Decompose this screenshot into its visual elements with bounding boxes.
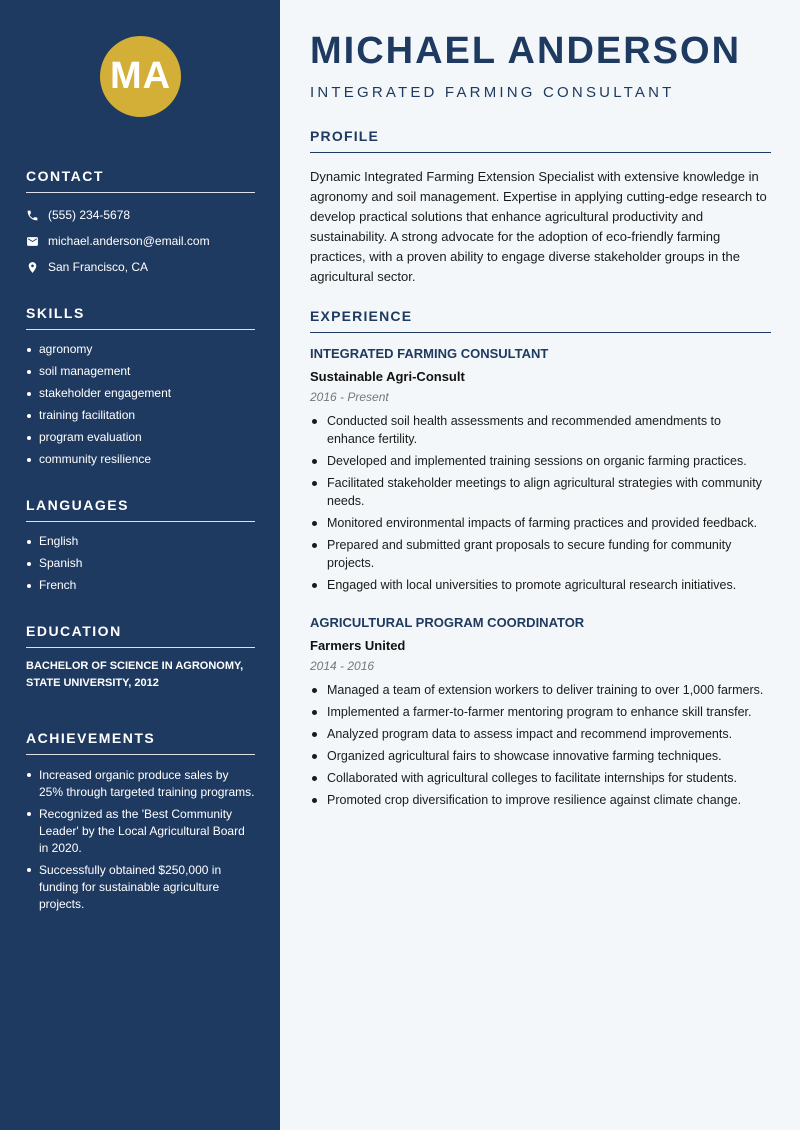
- education-degree: BACHELOR OF SCIENCE IN AGRONOMY, STATE UNIVERSITY, 2012: [26, 660, 244, 689]
- sidebar: [0, 0, 280, 1130]
- skill-item: training facilitation: [26, 408, 255, 423]
- languages-list: [26, 534, 255, 593]
- profile-heading: PROFILE: [310, 128, 771, 153]
- profile-text: Dynamic Integrated Farming Extension Specialist with extensive knowledge in agronomy and soil management. Expertise in applying cutting-edge research to develop practical solutions that enhance agricultural productivity and sustainability. A strong advocate for the adoption of eco-friendly farming practices, with a proven ability to engage diverse stakeholder groups in the agricultural sector.: [310, 169, 767, 284]
- duty-item: Developed and implemented training sessions on organic farming practices.: [310, 452, 771, 470]
- languages-section: [26, 497, 255, 600]
- duty-item: Facilitated stakeholder meetings to align agricultural strategies with community needs.: [310, 474, 771, 510]
- job-company: Farmers United: [310, 638, 406, 653]
- profile-section: [310, 128, 771, 287]
- phone-icon: [26, 209, 39, 222]
- experience-section: [310, 308, 771, 333]
- job-company: Sustainable Agri-Consult: [310, 369, 465, 384]
- contact-email: [26, 232, 255, 250]
- achievements-heading: ACHIEVEMENTS: [26, 730, 255, 755]
- contact-location: [26, 258, 255, 276]
- location-pin-icon: [26, 261, 39, 274]
- language-item: English: [26, 534, 255, 549]
- achievements-list: [26, 767, 255, 913]
- achievements-section: [26, 730, 255, 918]
- education-section: [26, 623, 255, 692]
- job-duties: [310, 412, 771, 594]
- duty-item: Organized agricultural fairs to showcase innovative farming techniques.: [310, 747, 771, 765]
- job-dates: 2016 - Present: [310, 390, 389, 404]
- skills-section: [26, 305, 255, 474]
- language-item: Spanish: [26, 556, 255, 571]
- duty-item: Implemented a farmer-to-farmer mentoring program to enhance skill transfer.: [310, 703, 771, 721]
- languages-heading: LANGUAGES: [26, 497, 255, 522]
- duty-item: Prepared and submitted grant proposals to secure funding for community projects.: [310, 536, 771, 572]
- phone-text: (555) 234-5678: [48, 208, 131, 222]
- education-heading: EDUCATION: [26, 623, 255, 648]
- skill-item: soil management: [26, 364, 255, 379]
- experience-heading: EXPERIENCE: [310, 308, 771, 333]
- skill-item: stakeholder engagement: [26, 386, 255, 401]
- achievement-item: Increased organic produce sales by 25% through targeted training programs.: [26, 767, 255, 801]
- job-entry: [310, 346, 771, 598]
- duty-item: Promoted crop diversification to improve resilience against climate change.: [310, 791, 771, 809]
- job-entry: [310, 615, 771, 813]
- job-title: AGRICULTURAL PROGRAM COORDINATOR: [310, 615, 585, 630]
- skill-item: program evaluation: [26, 430, 255, 445]
- achievement-item: Recognized as the 'Best Community Leader' by the Local Agricultural Board in 2020.: [26, 806, 255, 857]
- duty-item: Collaborated with agricultural colleges to facilitate internships for students.: [310, 769, 771, 787]
- contact-section: [26, 168, 255, 284]
- job-duties: [310, 681, 771, 809]
- candidate-role: INTEGRATED FARMING CONSULTANT: [310, 84, 675, 101]
- skills-heading: SKILLS: [26, 305, 255, 330]
- duty-item: Managed a team of extension workers to deliver training to over 1,000 farmers.: [310, 681, 771, 699]
- skill-item: community resilience: [26, 452, 255, 467]
- location-text: San Francisco, CA: [48, 260, 149, 274]
- duty-item: Analyzed program data to assess impact and recommend improvements.: [310, 725, 771, 743]
- contact-phone: [26, 206, 255, 224]
- achievement-item: Successfully obtained $250,000 in funding for sustainable agriculture projects.: [26, 862, 255, 913]
- contact-heading: CONTACT: [26, 168, 255, 193]
- candidate-name: MICHAEL ANDERSON: [310, 30, 742, 72]
- contact-list: [26, 206, 255, 276]
- language-item: French: [26, 578, 255, 593]
- avatar: MA: [100, 36, 181, 117]
- duty-item: Monitored environmental impacts of farming practices and provided feedback.: [310, 514, 771, 532]
- job-dates: 2014 - 2016: [310, 659, 375, 673]
- email-icon: [26, 235, 39, 248]
- email-text: michael.anderson@email.com: [48, 234, 210, 248]
- skill-item: agronomy: [26, 342, 255, 357]
- duty-item: Engaged with local universities to promote agricultural research initiatives.: [310, 576, 771, 594]
- skills-list: [26, 342, 255, 467]
- job-title: INTEGRATED FARMING CONSULTANT: [310, 346, 549, 361]
- duty-item: Conducted soil health assessments and recommended amendments to enhance fertility.: [310, 412, 771, 448]
